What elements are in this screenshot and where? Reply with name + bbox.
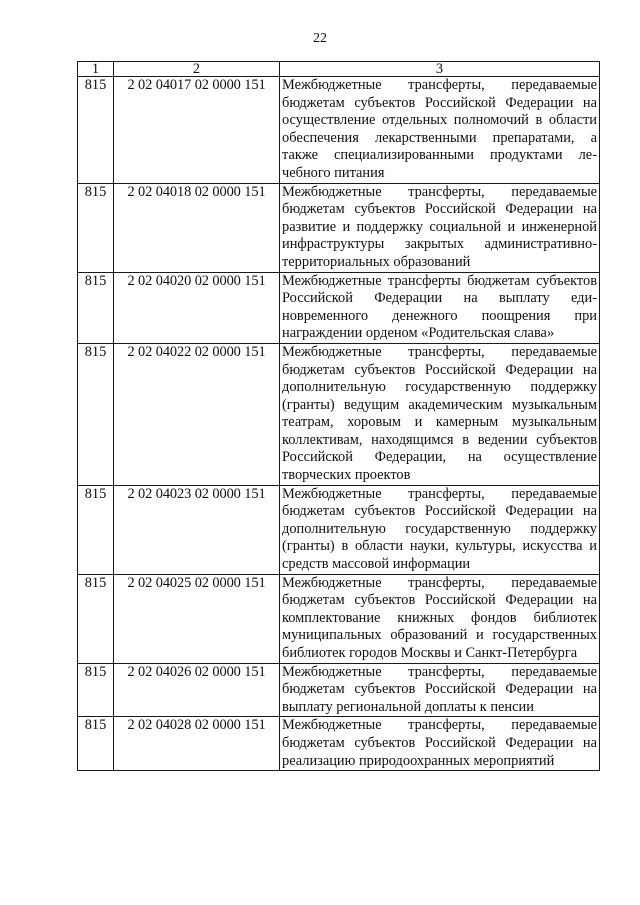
table-row [78,343,600,485]
description-cell: Межбюджетные трансферты, передаваемые бюджетам субъектов Российской Федерации на осуществление отдельных полномочий в области обеспечения лекарственными препаратами, а также специализированными продуктами лечебного питания [280,77,600,184]
budget-code-cell: 2 02 04023 02 0000 151 [114,485,280,574]
page-number: 22 [313,31,327,46]
description-cell: Межбюджетные трансферты бюджетам субъектов Российской Федерации на выплату единовременного денежного поощрения при награждении орденом «Родительская слава» [280,272,600,343]
admin-code-cell: 815 [78,343,114,485]
budget-code-cell: 2 02 04017 02 0000 151 [114,77,280,184]
description-cell: Межбюджетные трансферты, передаваемые бюджетам субъектов Российской Федерации на комплектование книжных фондов библиотек муниципальных образований и государственных библиотек городов Москвы и Санкт-Петербурга [280,574,600,663]
table-header-row [78,62,600,77]
admin-code-cell: 815 [78,485,114,574]
budget-code-cell: 2 02 04022 02 0000 151 [114,343,280,485]
budget-code-cell: 2 02 04025 02 0000 151 [114,574,280,663]
description-cell: Межбюджетные трансферты, передаваемые бюджетам субъектов Российской Федерации на дополнительную государственную поддержку (гранты) в области науки, культуры, искусства и средств массовой информации [280,485,600,574]
admin-code-cell: 815 [78,77,114,184]
column-header-1: 1 [78,62,114,77]
admin-code-cell: 815 [78,574,114,663]
table-row [78,485,600,574]
budget-code-cell: 2 02 04018 02 0000 151 [114,183,280,272]
table-row [78,717,600,771]
table-row [78,574,600,663]
budget-code-cell: 2 02 04020 02 0000 151 [114,272,280,343]
budget-code-cell: 2 02 04026 02 0000 151 [114,663,280,717]
admin-code-cell: 815 [78,183,114,272]
description-cell: Межбюджетные трансферты, передаваемые бюджетам субъектов Российской Федерации на развитие и поддержку социальной и инженерной инфраструктуры закрытых административно-территориальных образований [280,183,600,272]
description-cell: Межбюджетные трансферты, передаваемые бюджетам субъектов Российской Федерации на дополнительную государственную поддержку (гранты) ведущим академическим музыкальным театрам, хоровым и камерным музыкальным коллективам, находящимся в ведении субъектов Российской Федерации, на осуществление творческих проектов [280,343,600,485]
admin-code-cell: 815 [78,717,114,771]
description-cell: Межбюджетные трансферты, передаваемые бюджетам субъектов Российской Федерации на выплату региональной доплаты к пенсии [280,663,600,717]
admin-code-cell: 815 [78,663,114,717]
description-cell: Межбюджетные трансферты, передаваемые бюджетам субъектов Российской Федерации на реализацию природоохранных мероприятий [280,717,600,771]
budget-classification-table [77,61,600,771]
admin-code-cell: 815 [78,272,114,343]
budget-code-cell: 2 02 04028 02 0000 151 [114,717,280,771]
table-row [78,183,600,272]
table-row [78,663,600,717]
table-row [78,77,600,184]
column-header-3: 3 [280,62,600,77]
table-row [78,272,600,343]
column-header-2: 2 [114,62,280,77]
